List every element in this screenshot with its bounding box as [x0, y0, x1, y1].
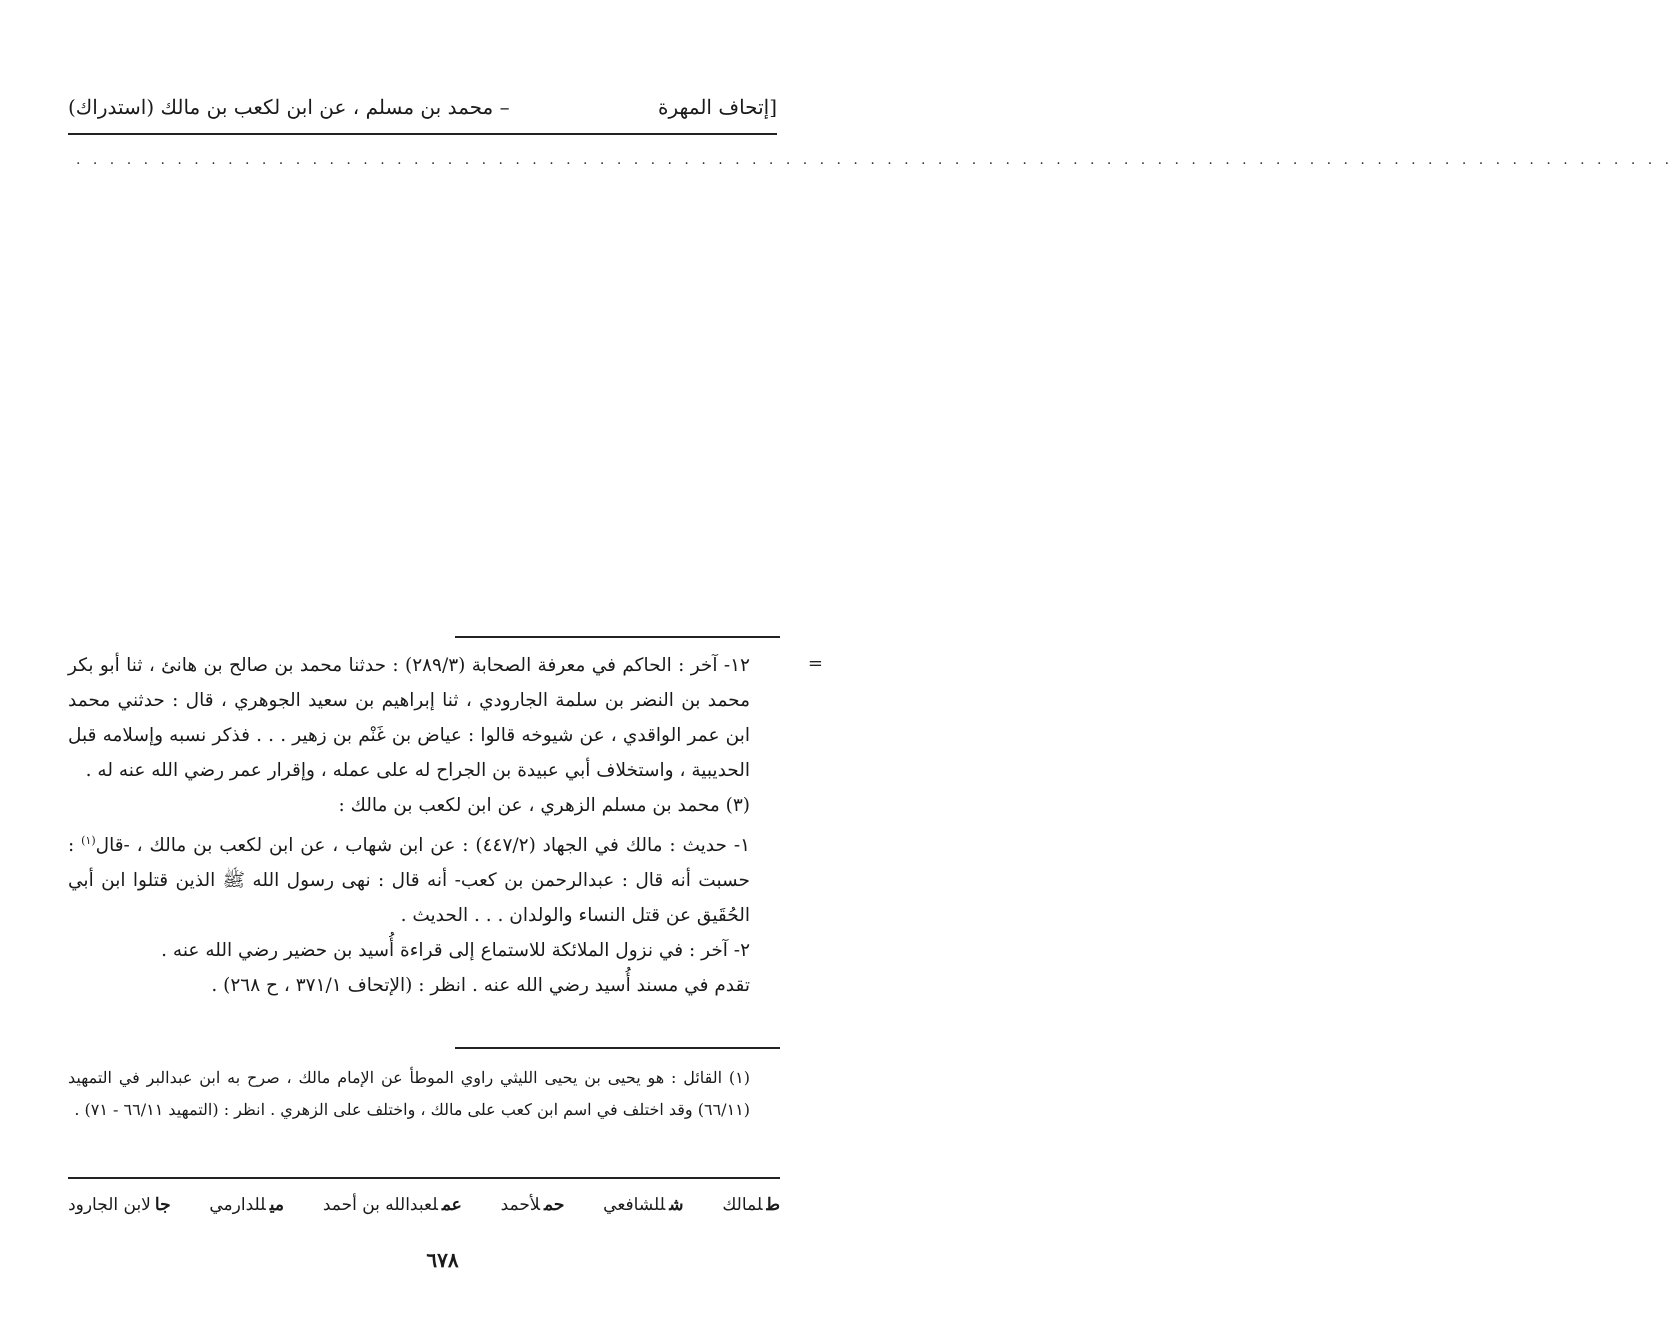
abbreviation-label: للشافعي — [603, 1195, 666, 1215]
main-text — [68, 648, 780, 1003]
abbreviation-code: جا — [154, 1195, 171, 1215]
header-rule — [68, 133, 777, 135]
book-title: [إتحاف المهرة — [658, 95, 777, 119]
footnote-divider — [455, 1047, 780, 1049]
abbreviation-item — [501, 1195, 565, 1215]
abbreviation-label: لابن الجارود — [68, 1195, 151, 1215]
hadith-entry-2: ٢- آخر : في نزول الملائكة للاستماع إلى قراءة أُسيد بن حضير رضي الله عنه . — [161, 940, 750, 962]
abbreviation-label: لأحمد — [500, 1195, 541, 1215]
abbreviation-code: ط — [766, 1195, 780, 1215]
entry-1-text-end: : حسبت أنه قال : عبدالرحمن بن كعب- أنه قال : نهى رسول الله ﷺ الذين قتلوا ابن أبي الحُقَيق عن قتل النساء والولدان . . . الحديث . — [68, 835, 750, 927]
abbreviation-code: مي — [269, 1195, 285, 1215]
page-header — [68, 90, 777, 124]
abbreviation-item — [603, 1195, 683, 1215]
hadith-entry-12: ١٢- آخر : الحاكم في معرفة الصحابة (٢٨٩/٣) : حدثنا محمد بن صالح بن هانئ ، ثنا أبو بكر محمد بن النضر بن سلمة الجارودي ، ثنا إبراهيم بن سعيد الجوهري ، قال : حدثني محمد ابن عمر الواقدي ، عن شيوخه قالوا : عياض بن غَنْم بن زهير . . . فذكر نسبه وإسلامه قبل الحديبية ، واستخلاف أبي عبيدة بن الجراح له على عمله ، وإقرار عمر رضي الله عنه له . — [68, 655, 750, 781]
abbreviation-label: لعبدالله بن أحمد — [322, 1195, 438, 1215]
abbreviation-code: عم — [441, 1195, 462, 1215]
abbreviation-label: للدارمي — [209, 1195, 266, 1215]
abbreviation-item — [68, 1195, 171, 1215]
section-divider — [455, 636, 780, 638]
hadith-entry-1 — [68, 823, 780, 933]
abbreviation-label: لمالك — [722, 1195, 763, 1215]
footnote-text: (١) القائل : هو يحيى بن يحيى الليثي راوي الموطأ عن الإمام مالك ، صرح به ابن عبدالبر في التمهيد (٦٦/١١) وقد اختلف في اسم ابن كعب على مالك ، واختلف على الزهري . انظر : (التمهيد ٦٦/١١ - ٧١) . — [68, 1068, 750, 1119]
abbreviation-code: حم — [544, 1195, 565, 1215]
abbreviation-item — [722, 1195, 780, 1215]
abbreviations-rule — [68, 1177, 780, 1179]
abbreviations-key — [68, 1188, 780, 1222]
abbreviation-item — [209, 1195, 284, 1215]
abbreviation-item — [323, 1195, 462, 1215]
page-number: ٦٧٨ — [426, 1248, 459, 1272]
cross-reference: تقدم في مسند أُسيد رضي الله عنه . انظر : (الإتحاف ٣٧١/١ ، ح ٢٦٨) . — [211, 975, 750, 997]
dotted-separator: . . . . . . . . . . . . . . . . . . . . . . . . . . . . . . . . . . . . . . . . . . . . . . . . . . . . . . . . . . . . . . . . . . . . . . . . . . . . . . . . . . . . . . . . . . . . . . . — [76, 152, 1673, 168]
entry-1-text-start: ١- حديث : مالك في الجهاد (٤٤٧/٢) : عن ابن شهاب ، عن ابن لكعب بن مالك ، -قال — [95, 835, 751, 857]
footnote — [68, 1062, 780, 1126]
section-heading: (٣) محمد بن مسلم الزهري ، عن ابن لكعب بن مالك : — [338, 795, 750, 816]
abbreviation-code: ش — [669, 1195, 684, 1215]
footnote-ref: (١) — [81, 834, 96, 847]
running-title: – محمد بن مسلم ، عن ابن لكعب بن مالك (استدراك) — [68, 95, 510, 119]
continuation-mark: = — [807, 653, 823, 674]
